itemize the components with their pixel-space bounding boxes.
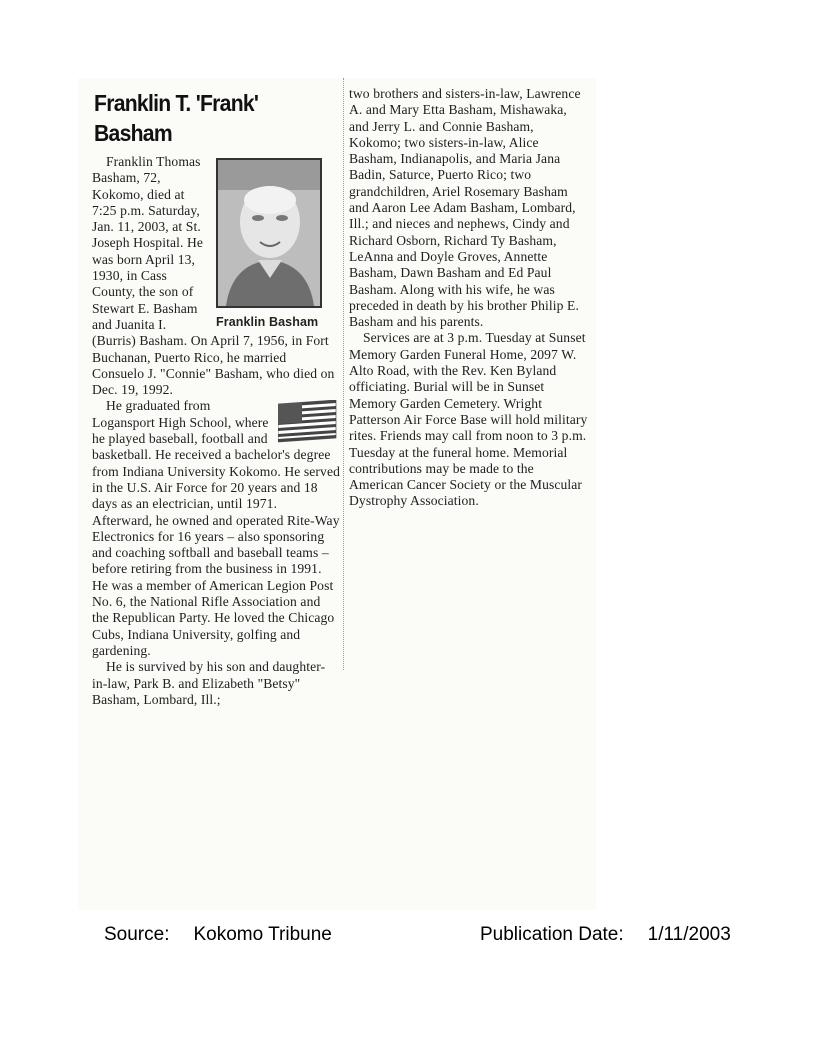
source-label: Source: (104, 924, 170, 945)
column-right (349, 86, 589, 510)
paragraph-1: Franklin Thomas Basham, 72, Kokomo, died at 7:25 p.m. Saturday, Jan. 11, 2003, at St. Joseph Hospital. He was born April 13, 1930, in Cass County, the son of Stewart E. Basham and Juanita I. (Burris) Basham. On April 7, 1956, in Fort Buchanan, Puerto Rico, he married Consuelo J. "Connie" Basham, who died on Dec. 19, 1992. (92, 154, 335, 398)
paragraph-2: He graduated from Logansport High School, where he played baseball, football and basketball. He received a bachelor's degree from Indiana University Kokomo. He served in the U.S. Air Force for 20 years and 18 days as an electrician, until 1971. Afterward, he owned and operated Rite-Way Electronics for 16 years – also sponsoring and coaching softball and baseball teams – before retiring from the business in 1991. He was a member of American Legion Post No. 6, the National Rifle Association and the Republican Party. He loved the Chicago Cubs, Indiana University, golfing and gardening. (92, 398, 340, 658)
obituary-clipping (78, 78, 596, 910)
column-left (92, 88, 340, 708)
publication-date-line (480, 924, 731, 946)
portrait-photo (216, 158, 322, 308)
obituary-headline: Franklin T. 'Frank' Basham (94, 90, 259, 146)
photo-caption: Franklin Basham (216, 315, 319, 329)
american-flag-icon (278, 400, 340, 446)
paragraph-5: Services are at 3 p.m. Tuesday at Sunset Memory Garden Funeral Home, 2097 W. Alto Road, with the Rev. Ken Byland officiating. Burial will be in Sunset Memory Garden Cemetery. Wright Patterson Air Force Base will hold military rites. Friends may call from noon to 3 p.m. Tuesday at the funeral home. Memorial contributions may be made to the American Cancer Society or the Muscular Dystrophy Association. (349, 330, 588, 509)
publication-date-label: Publication Date: (480, 924, 624, 945)
column-divider (343, 78, 345, 670)
photo-block (216, 158, 322, 330)
publication-date-value: 1/11/2003 (647, 924, 731, 945)
paragraph-4: two brothers and sisters-in-law, Lawrence A. and Mary Etta Basham, Mishawaka, and Jerry L. and Connie Basham, Kokomo; two sisters-in-law, Alice Basham, Indianapolis, and Maria Jana Badin, Saturce, Puerto Rico; two grandchildren, Ariel Rosemary Basham and Aaron Lee Adam Basham, Lombard, Ill.; and nieces and nephews, Cindy and Richard Osborn, Richard Ty Basham, LeAnna and Doyle Groves, Annette Basham, Dawn Basham and Ed Paul Basham. Along with his wife, he was preceded in death by his brother Philip E. Basham and his parents. (349, 86, 581, 330)
paragraph-3: He is survived by his son and daughter-in-law, Park B. and Elizabeth "Betsy" Basham, Lombard, Ill.; (92, 659, 326, 707)
source-value: Kokomo Tribune (193, 924, 332, 945)
source-line (104, 924, 332, 946)
